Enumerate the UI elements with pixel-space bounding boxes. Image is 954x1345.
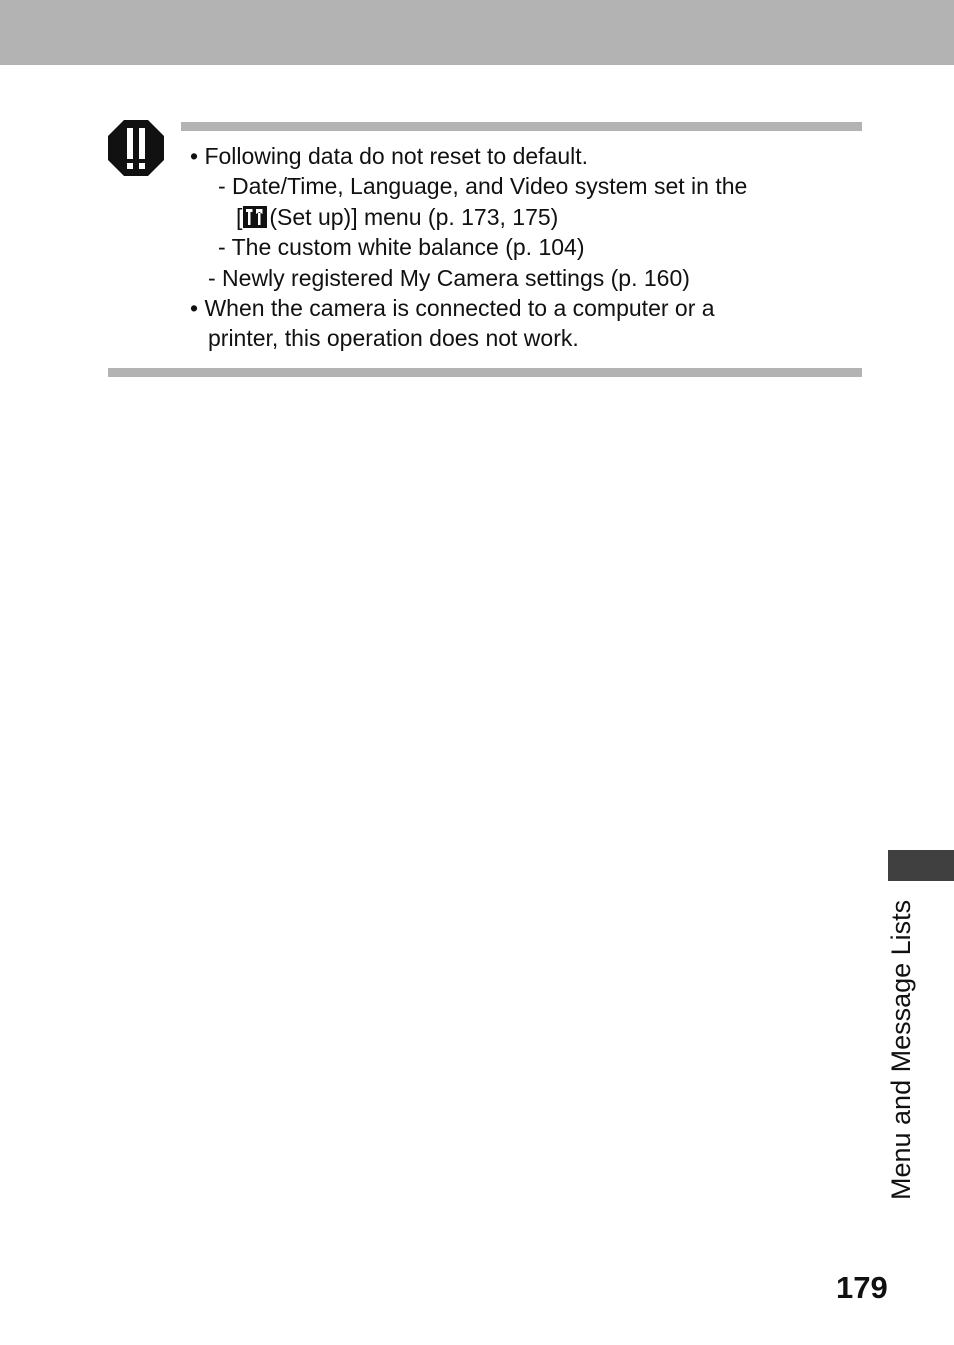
note-sub-item-2: - The custom white balance (p. 104): [218, 234, 585, 261]
caution-bottom-rule: [108, 368, 862, 377]
caution-icon: [108, 120, 164, 176]
caution-top-rule: [181, 122, 862, 131]
note-sub-item-3: - Newly registered My Camera settings (p. 160): [208, 264, 690, 291]
header-band: [0, 0, 954, 65]
setup-menu-reference: (Set up)] menu (p. 173, 175): [269, 203, 559, 230]
note-bullet-1: • Following data do not reset to default.: [190, 143, 589, 169]
note-sub-item-1: - Date/Time, Language, and Video system set in the: [218, 173, 748, 200]
setup-menu-icon: [243, 205, 267, 227]
chapter-tab-marker: [888, 850, 954, 881]
note-bullet-2-continued: printer, this operation does not work.: [208, 325, 579, 352]
bracket-open: [: [236, 203, 243, 230]
note-sub-item-1-continued: [190, 202, 850, 232]
page-number: 179: [836, 1270, 888, 1305]
note-bullet-2: • When the camera is connected to a computer or a: [190, 294, 715, 321]
caution-notes: [190, 141, 850, 354]
chapter-tab-label: Menu and Message Lists: [886, 899, 916, 1200]
